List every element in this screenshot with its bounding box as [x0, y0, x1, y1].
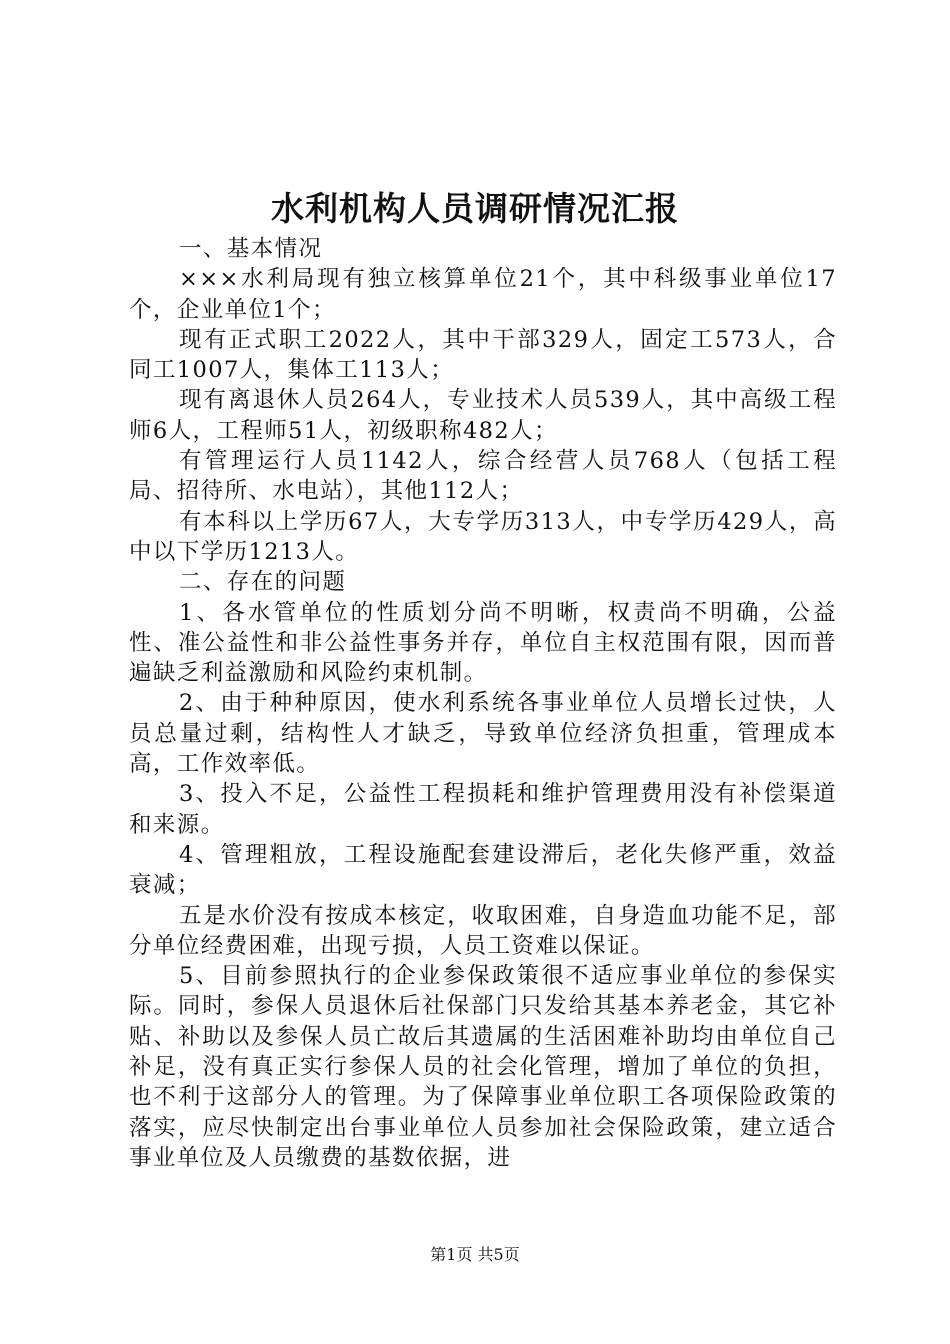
paragraph-problem-4: 4、管理粗放，工程设施配套建设滞后，老化失修严重，效益衰减；: [129, 841, 837, 899]
paragraph-problem-3: 3、投入不足，公益性工程损耗和维护管理费用没有补偿渠道和来源。: [129, 781, 837, 838]
paragraph-units: ×××水利局现有独立核算单位21个，其中科级事业单位17个，企业单位1个；: [129, 266, 837, 323]
page-footer: 第1页 共5页: [430, 1245, 520, 1264]
paragraph-problem-1: 1、各水管单位的性质划分尚不明晰，权责尚不明确，公益性、准公益性和非公益性事务并存，单位自主权范围有限，因而普遍缺乏利益激励和风险约束机制。: [129, 599, 837, 687]
section-heading-problems: 二、存在的问题: [179, 569, 347, 596]
document-title: 水利机构人员调研情况汇报: [271, 189, 679, 228]
paragraph-problem-2: 2、由于种种原因，使水利系统各事业单位人员增长过快，人员总量过剩，结构性人才缺乏，导致单位经济负担重，管理成本高，工作效率低。: [129, 690, 837, 778]
paragraph-education: 有本科以上学历67人，大专学历313人，中专学历429人，高中以下学历1213人。: [129, 508, 837, 565]
paragraph-problem-water-price: 五是水价没有按成本核定，收取困难，自身造血功能不足，部分单位经费困难，出现亏损，人员工资难以保证。: [129, 902, 837, 959]
paragraph-operations: 有管理运行人员1142人，综合经营人员768人（包括工程局、招待所、水电站），其他112人；: [129, 448, 837, 505]
section-heading-basic: 一、基本情况: [179, 236, 323, 262]
document-body: [129, 234, 837, 1173]
paragraph-staff: 现有正式职工2022人，其中干部329人，固定工573人，合同工1007人，集体工113人；: [129, 326, 837, 384]
paragraph-problem-5: 5、目前参照执行的企业参保政策很不适应事业单位的参保实际。同时，参保人员退休后社保部门只发给其基本养老金，其它补贴、补助以及参保人员亡故后其遗属的生活困难补助均由单位自己补足，没有真正实行参保人员的社会化管理，增加了单位的负担，也不利于这部分人的管理。为了保障事业单位职工各项保险政策的落实，应尽快制定出台事业单位人员参加社会保险政策，建立适合事业单位及人员缴费的基数依据，进: [129, 963, 837, 1171]
paragraph-retirees: 现有离退休人员264人，专业技术人员539人，其中高级工程师6人，工程师51人，初级职称482人；: [129, 387, 837, 444]
